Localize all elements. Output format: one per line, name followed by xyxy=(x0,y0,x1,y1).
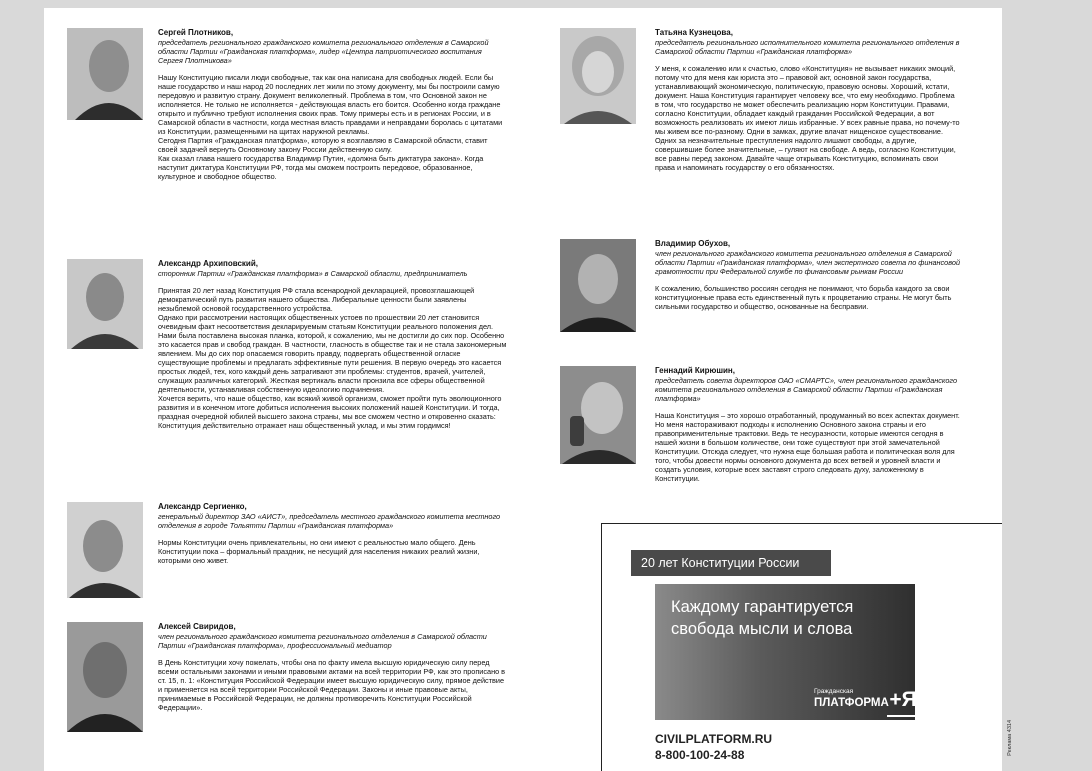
ad-frame-left-rule xyxy=(601,523,602,771)
person-name: Геннадий Кирюшин, xyxy=(655,366,735,375)
person-role: сторонник Партии «Гражданская платформа» в Самарской области, предприниматель xyxy=(158,269,468,278)
party-logo-subtitle: Гражданская xyxy=(814,688,854,695)
statement-paragraph: Нормы Конституции очень привлекательны, но они имеют с реальностью мало общего. День Конституции пока – формальный праздник, не несущий для населения никаких реалий жизни, которыми оно живет. xyxy=(158,538,480,565)
portrait-photo xyxy=(67,259,143,349)
ad-banner: 20 лет Конституции России xyxy=(631,550,831,576)
person-role: генеральный директор ЗАО «АИСТ», председатель местного гражданского комитета местного отделения в городе Тольятти Партии «Гражданская платформа» xyxy=(158,512,501,530)
statement xyxy=(655,411,960,483)
person-name: Алексей Свиридов, xyxy=(158,622,236,631)
statement xyxy=(655,284,960,311)
ad-tagline: Каждому гарантируется свобода мысли и слова xyxy=(671,598,854,638)
statement-paragraph: Принятая 20 лет назад Конституция РФ стала всенародной декларацией, провозглашающей демократический путь развития нашего общества. Либеральные ценности были заявлены незыблемой основой государственного устройства. xyxy=(158,286,475,313)
portrait-icon xyxy=(560,366,636,464)
entry-obukhov xyxy=(560,239,970,339)
statement xyxy=(655,64,960,172)
statement xyxy=(158,658,508,712)
person-role: член регионального гражданского комитета регионального отделения в Самарской области Партии «Гражданская платформа», член экспертного совета по финансовой грамотности при Федеральной службе по финансовым рынкам России xyxy=(655,249,961,276)
entry-kuznetsova xyxy=(560,28,970,228)
portrait-photo xyxy=(67,28,143,120)
statement-paragraph: Наша Конституция – это хорошо отработанный, продуманный во всех аспектах документ. Но меня настораживают подходы к исполнению Основного закона страны и его правоприменительные трактовки. Ведь те несуразности, которые имеются сегодня в нашей жизни в большом количестве, они тоже существуют при этой замечательной Конституции. Отсюда следует, что нужна еще большая работа и политическая воля для того, чтобы довести нормы основного документа до всех ветвей и уровней власти и создать условия, которые всех заставят строго следовать духу, заложенному в Конституции. xyxy=(655,411,960,483)
statement xyxy=(158,538,508,565)
party-logo-icon: +Я xyxy=(887,685,921,717)
statement-paragraph: В День Конституции хочу пожелать, чтобы она по факту имела высшую юридическую силу перед всеми остальными законами и иными правовыми актами на всей территории РФ, как это прописано в ст. 15, п. 1: «Конституция Российской Федерации имеет высшую юридическую силу, прямое действие и применяется на всей территории Российской Федерации. Законы и иные правовые акты, принимаемые в Российской Федерации, не должны противоречить Конституции Российской Федерации». xyxy=(158,658,506,712)
portrait-icon xyxy=(67,28,143,120)
person-role: председатель регионального исполнительного комитета регионального отделения в Самарской области Партии «Гражданская платформа» xyxy=(655,38,960,56)
portrait-icon xyxy=(560,28,636,124)
entry-kiryushin xyxy=(560,366,970,516)
advertisement xyxy=(624,546,978,766)
ad-slogan-box xyxy=(655,584,915,720)
statement xyxy=(158,286,508,430)
statement-paragraph: Однако при рассмотрении настоящих общественных устоев по прошествии 20 лет становится очевидным факт несоответствия декларируемым статьям Конституции реального положения дел. Нами была поставлена высокая планка, которой, к сожалению, мы не достигли до сих пор. Особенно это касается прав и свобод граждан. В частности, гласность в обществе так и не стала закономерным явлением. Мы до сих пор опасаемся говорить правду, подвергать общественной огласке существующие проблемы и предлагать эффективные пути решения. В первую очередь это касается простых людей, тех, кого каждый день затрагивают эти проблемы: студентов, врачей, учителей, служащих различных категорий. Жесткая вертикаль власти пронзила все сферы общественной деятельности, устанавливая собственную идеологию подчинения. xyxy=(158,313,507,394)
portrait-icon xyxy=(67,622,143,732)
statement-paragraph: Хочется верить, что наше общество, как всякий живой организм, сможет пройти путь эволюционного развития и в конечном итоге добиться исполнения высоких положений нашей Конституции. И тогда, праздная очередной юбилей высшего закона страны, мы все сможем честно и откровенно сказать: Конституция действительно отражает наш общественный уклад, и мы этим гордимся! xyxy=(158,394,502,430)
statement xyxy=(158,73,503,181)
person-name: Сергей Плотников, xyxy=(158,28,234,37)
entry-sviridov xyxy=(67,622,517,737)
statement-paragraph: Сегодня Партия «Гражданская платформа», которую я возглавляю в Самарской области, ставит своей задачей вернуть Основному закону России действенную силу. xyxy=(158,136,488,154)
person-name: Татьяна Кузнецова, xyxy=(655,28,733,37)
portrait-photo xyxy=(560,28,636,124)
person-role: член регионального гражданского комитета регионального отделения в Самарской области Партии «Гражданская платформа», профессиональный медиатор xyxy=(158,632,487,650)
portrait-icon xyxy=(67,502,143,598)
portrait-photo xyxy=(67,622,143,732)
ad-website: CIVILPLATFORM.RU xyxy=(655,732,773,746)
ad-reference-code: Реклама 4314 xyxy=(1007,720,1013,756)
portrait-photo xyxy=(560,239,636,332)
statement-paragraph: У меня, к сожалению или к счастью, слово «Конституция» не вызывает никаких эмоций, потому что для меня как юриста это – правовой акт, основной закон государства, устанавливающий экономическую, политическую, правовую основы. Хороший, кстати, документ. Наша Конституция гарантирует человеку все, что ему необходимо. Проблема в том, что государство не может обеспечить реализацию норм Конституции. Правами, согласно Конституции, обладает каждый гражданин Российской Федерации, а вот возможность реализовать их имеют лишь избранные. У всех равные права, но почему-то мы живем все по-разному. Одни в замках, другие влачат нищенское существование. Одних за незначительные преступления надолго лишают свободы, а другие, совершившие более значительные, – гуляют на свободе. А ведь, согласно Конституции, все равны перед законом. Давайте чаще открывать Конституцию, вспоминать свои права и напоминать государству о его обязанностях. xyxy=(655,64,960,172)
entry-plotnikov xyxy=(67,28,503,248)
statement-paragraph: Как сказал глава нашего государства Владимир Путин, «должна быть диктатура закона». Когда наступит диктатура Конституции РФ, тогда мы сможем построить передовое, образованное, культурное и свободное общество. xyxy=(158,154,484,181)
portrait-photo xyxy=(560,366,636,464)
entry-sergienko xyxy=(67,502,517,602)
person-name: Александр Архиповский, xyxy=(158,259,258,268)
entry-arkhipovsky xyxy=(67,259,517,489)
ad-frame-top-rule xyxy=(601,523,1002,524)
portrait-icon xyxy=(560,239,636,332)
ad-phone: 8-800-100-24-88 xyxy=(655,748,745,762)
party-logo-title: ПЛАТФОРМА xyxy=(814,697,889,709)
statement-paragraph: К сожалению, большинство россиян сегодня не понимают, что борьба каждого за свои конституционные права есть единственный путь к процветанию страны. Не могут быть сильными государство и общество, основанные на бесправии. xyxy=(655,284,952,311)
person-role: председатель регионального гражданского комитета регионального отделения в Самарской области Партии «Гражданская платформа», лидер «Центра патриотического воспитания Сергея Плотникова» xyxy=(158,38,489,65)
statement-paragraph: Нашу Конституцию писали люди свободные, так как она написана для свободных людей. Если бы наше государство и наш народ 20 последних лет жили по этому документу, мы бы построили самую передовую и развитую страну. Документ великолепный. Проблема в том, что Основной закон не исполняется. Не только не исполняется - действующая власть его боится. Особенно когда граждане открыто и публично требуют исполнения своих прав. Тому примеры есть и в регионах России, и в Самарской области в частности, когда местная власть правдами и неправдами боролась с цитатами из Конституции, размещенными на щитах наружной рекламы. xyxy=(158,73,503,136)
person-name: Александр Сергиенко, xyxy=(158,502,247,511)
person-name: Владимир Обухов, xyxy=(655,239,731,248)
person-role: председатель совета директоров ОАО «СМАРТС», член регионального гражданского комитета регионального отделения в Самарской области Партии «Гражданская платформа» xyxy=(655,376,958,403)
portrait-icon xyxy=(67,259,143,349)
portrait-photo xyxy=(67,502,143,598)
